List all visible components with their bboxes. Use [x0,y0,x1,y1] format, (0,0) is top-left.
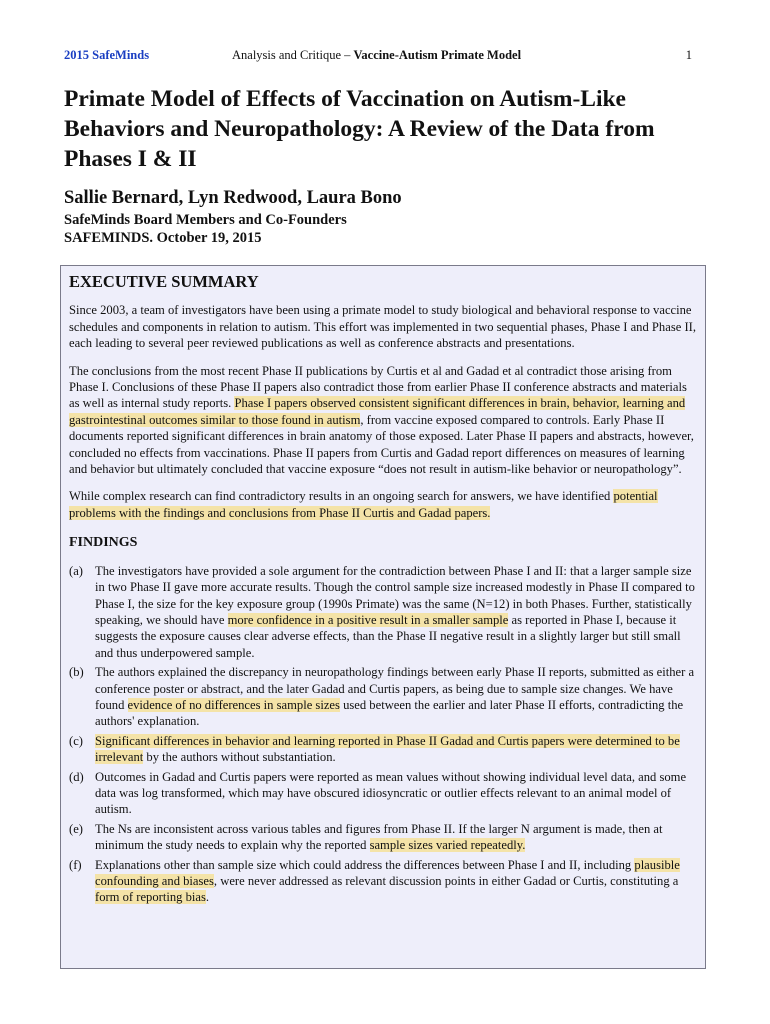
highlight-phase-one-findings: Phase I papers observed consistent significant differences in brain, behavior, learning and gastrointestinal outcomes similar to those found in autism [69,396,686,427]
affiliation-line: SafeMinds Board Members and Co-Founders [64,212,347,228]
finding-f-text-1: Explanations other than sample size which could address the differences between Phase I and II, including [95,857,635,872]
highlight-sample-sizes-varied: sample sizes varied repeatedly. [369,838,526,853]
executive-summary-box [60,265,706,969]
highlight-no-sample-differences: evidence of no differences in sample sizes [127,697,340,712]
header-label-topic: Vaccine-Autism Primate Model [353,48,522,62]
finding-item-d [69,769,697,818]
highlight-reporting-bias: form of reporting bias [95,890,206,905]
finding-b-text-2: used between the earlier and later Phase II efforts, contradicting the authors' explanation. [95,697,684,729]
finding-item-b [69,664,697,730]
finding-text: Outcomes in Gadad and Curtis papers were reported as mean values without showing individual level data, and some data was log transformed, which may have obscured idiosyncratic or outlier effects relevant to an animal model of autism. [95,769,687,817]
affiliation-block [64,211,347,247]
finding-b-text-1: The authors explained the discrepancy in neuropathology findings between early Phase II reports, submitted as either a conference poster or abstract, and the later Gadad and Curtis papers, as being due to sample size changes. We have found [95,665,695,712]
finding-f-text-3: . [205,890,210,905]
finding-label: (c) [69,733,83,748]
finding-text [95,733,697,766]
summary-paragraph-1: Since 2003, a team of investigators have been using a primate model to study biological and behavioral response to vaccine schedules and components in relation to autism. This effort was implemented in two sequential phases, Phase I and Phase II, each leading to several peer reviewed publications as well as conference abstracts and presentations. [69,303,696,351]
finding-item-e [69,821,697,854]
publication-date: SAFEMINDS. October 19, 2015 [64,230,262,246]
finding-label: (a) [69,563,83,578]
executive-summary-heading: EXECUTIVE SUMMARY [69,272,259,291]
finding-text [95,563,697,661]
author-list: Sallie Bernard, Lyn Redwood, Laura Bono [64,188,402,208]
summary-p2-text-b: , from vaccine exposed compared to controls. Early Phase II documents reported significant differences in brain anatomy of those exposed. Later Phase II papers and abstracts, however, concluded no effects from vaccinations. Phase II papers from Curtis and Gadad report differences on measures of learning and behavior but ultimately concluded that vaccine exposure “does not result in autism-like behavior or neuropathology”. [69,412,694,477]
finding-label: (d) [69,769,84,784]
highlight-smaller-sample: more confidence in a positive result in a smaller sample [227,612,509,627]
finding-f-text-2: , were never addressed as relevant discussion points in either Gadad or Curtis, constituting a [213,874,679,888]
document-title: Primate Model of Effects of Vaccination on Autism-Like Behaviors and Neuropathology: A Review of the Data from Phases I & II [64,86,655,172]
finding-text [95,857,697,906]
summary-paragraph-2 [69,363,697,478]
highlight-irrelevant-differences: Significant differences in behavior and learning reported in Phase II Gadad and Curtis papers were determined to be irrelevant [95,733,680,765]
header-document-label [232,48,521,63]
finding-item-f [69,857,697,906]
highlight-confounding-biases: plausible confounding and biases [95,857,680,888]
finding-c-text-2: by the authors without substantiation. [143,750,336,765]
summary-p2-text-a: The conclusions from the most recent Phase II publications by Curtis et al and Gadad et al contradict those arising from Phase I. Conclusions of these Phase II papers also contradict those from earlier Phase II conference abstracts and materials as well as internal study reports. [69,363,687,411]
finding-e-text-1: The Ns are inconsistent across various tables and figures from Phase II. If the larger N argument is made, then at minimum the study needs to explain why the reported [95,821,663,853]
finding-item-a [69,563,697,661]
finding-label: (f) [69,857,82,872]
header-organization: 2015 SafeMinds [64,48,150,62]
finding-a-text-2: as reported in Phase I, because it suggests the exposure causes clear adverse effects, than the Phase II negative result in a slightly larger but still small and thus underpowered sample. [95,612,681,660]
highlight-potential-problems: potential problems with the findings and conclusions from Phase II Curtis and Gadad papers. [69,489,658,520]
summary-p3-text: While complex research can find contradictory results in an ongoing search for answers, we have identified [69,489,614,504]
running-header [64,48,692,66]
finding-a-text-1: The investigators have provided a sole argument for the contradiction between Phase I and II: that a larger sample size in two Phase II gave more accurate results. Though the control sample size increased modestly in Phase II compared to Phase I, the size for the key exposure group (1990s Primate) was the same (N=12) in both Phases. Further, statistically speaking, we should have [95,563,695,627]
finding-label: (b) [69,665,84,680]
finding-item-c [69,733,697,766]
page-number: 1 [685,48,692,62]
summary-paragraph-3 [69,488,697,521]
finding-text [95,821,697,854]
findings-heading: FINDINGS [69,535,138,551]
finding-text [95,664,697,730]
header-label-prefix: Analysis and Critique – [232,48,354,62]
finding-label: (e) [69,821,83,836]
